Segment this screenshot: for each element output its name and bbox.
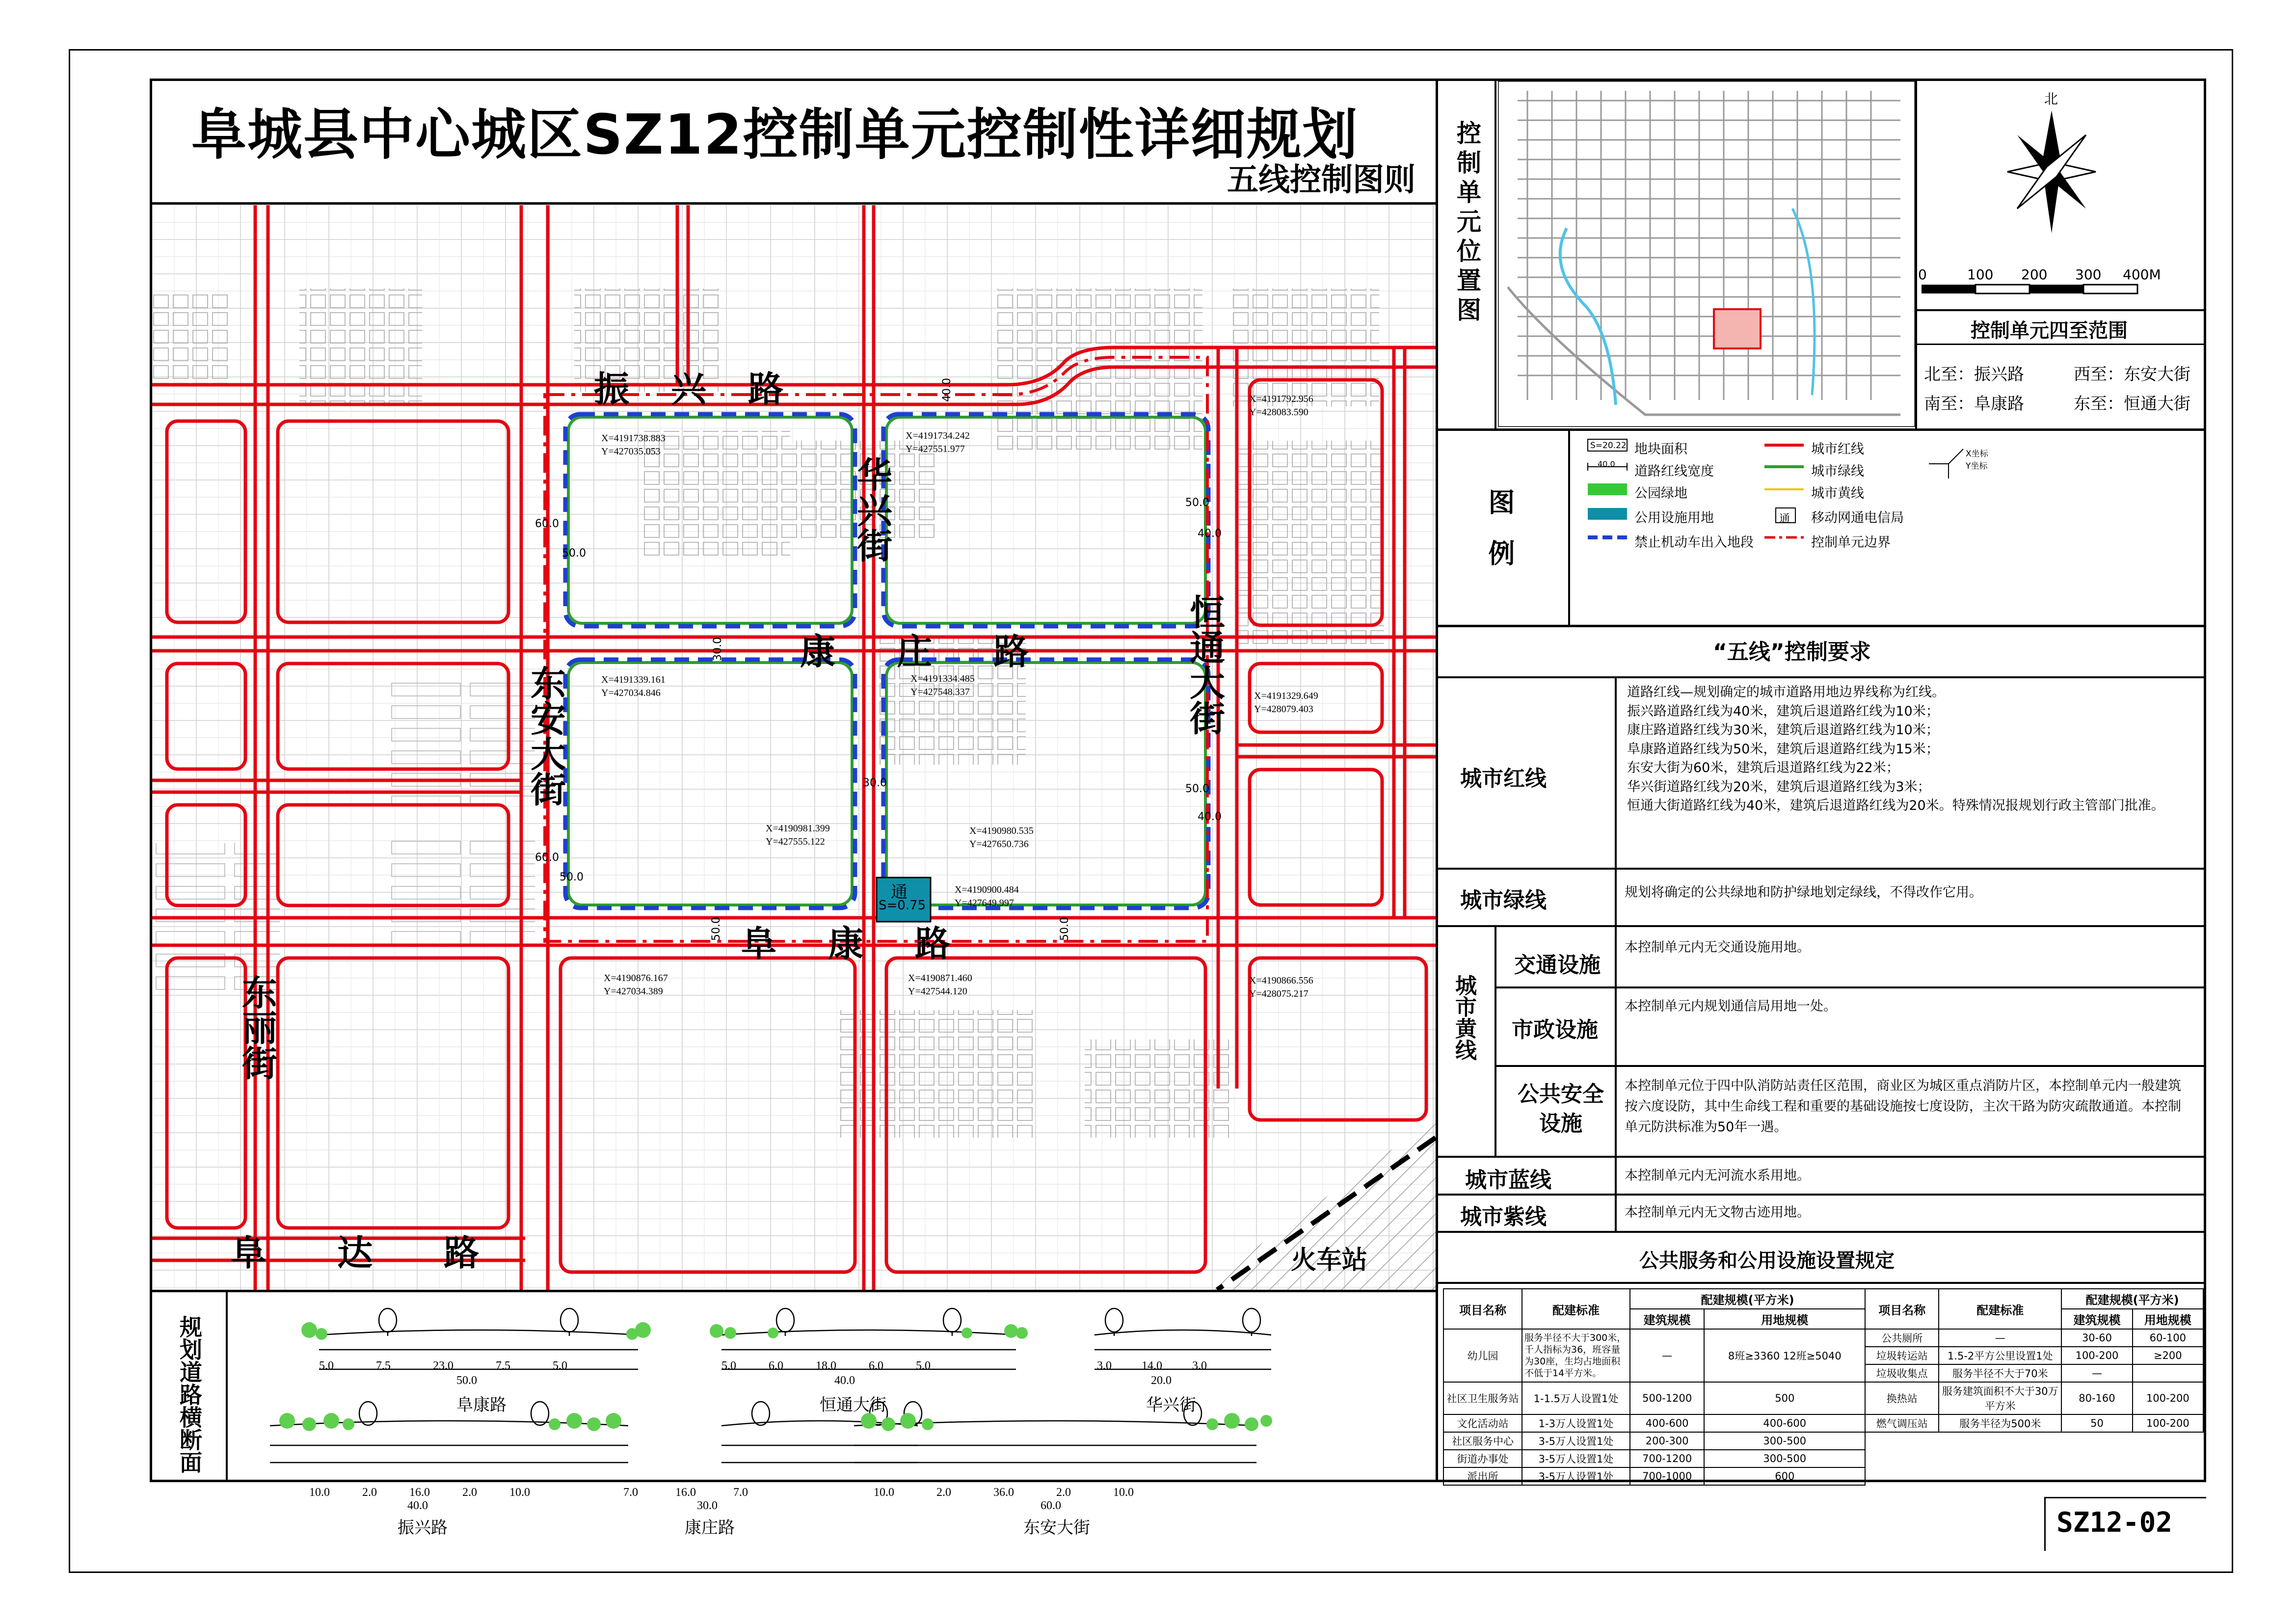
legend-xy-x: X坐标 xyxy=(1966,449,1988,459)
coordinate-label: X=4191334.485 Y=427548.337 xyxy=(910,673,975,697)
coordinate-label: X=4191738.883 Y=427035.053 xyxy=(601,433,666,457)
table-header: 用地规模 xyxy=(2133,1309,2203,1329)
control-unit-marker xyxy=(1714,309,1761,348)
page-subtitle: 五线控制图则 xyxy=(1227,162,1415,198)
legend-sample-area: S=20.22 xyxy=(1590,441,1627,451)
legend-label: 公用设施用地 xyxy=(1634,510,1714,526)
req-divider xyxy=(1436,1156,2206,1158)
table-row: 垃圾转运站 1.5-2平方公里设置1处 100-200 ≥200 xyxy=(1443,1347,2203,1364)
req-text-purple: 本控制单元内无文物古迹用地。 xyxy=(1625,1205,1810,1220)
section-name: 康庄路 xyxy=(685,1519,735,1537)
requirements-heading: “五线”控制要求 xyxy=(1713,639,1871,665)
coordinate-label: X=4190866.556 Y=428075.217 xyxy=(1249,975,1313,999)
page-title: 阜城县中心城区SZ12控制单元控制性详细规划 xyxy=(191,103,1359,167)
req-label-divider xyxy=(1615,676,1617,1231)
bounds-title-divider xyxy=(1915,344,2206,345)
width-label: 40.0 xyxy=(1198,811,1222,823)
req-label-yellow: 城市黄线 xyxy=(1451,974,1476,1061)
bounds-item: 西至：东安大街 xyxy=(2074,365,2190,384)
width-label: 60.0 xyxy=(535,852,559,864)
coordinate-label: X=4191734.242 Y=427551.977 xyxy=(906,430,970,454)
coordinate-label: X=4191329.649 Y=428079.403 xyxy=(1254,691,1318,715)
legend-heading-divider xyxy=(1568,431,1570,625)
sections-heading-divider xyxy=(226,1292,228,1480)
req-divider xyxy=(1436,1282,2206,1284)
req-label-green: 城市绿线 xyxy=(1460,888,1547,913)
width-label: 30.0 xyxy=(711,637,724,661)
facilities-heading: 公共服务和公用设施设置规定 xyxy=(1639,1250,1895,1272)
width-label: 50.0 xyxy=(560,871,584,883)
legend-heading: 图例 xyxy=(1484,488,1515,590)
legend-label: 城市黄线 xyxy=(1811,486,1864,501)
sections-heading: 规划道路横断面 xyxy=(176,1315,203,1473)
req-label-municipal: 市政设施 xyxy=(1512,1017,1598,1042)
coordinate-label: X=4190980.535 Y=427650.736 xyxy=(969,825,1034,850)
location-heading-divider xyxy=(1495,79,1496,429)
width-label: 50.0 xyxy=(1185,783,1209,795)
road-label-hengtong: 恒通大街 xyxy=(1184,594,1225,735)
table-row: 街道办事处 3-5万人设置1处 700-1200 300-500 xyxy=(1443,1450,2203,1467)
road-label-huaxing: 华兴街 xyxy=(851,456,892,562)
req-text-green: 规划将确定的公共绿地和防护绿地划定绿线，不得改作它用。 xyxy=(1625,885,1982,900)
road-label-dongan: 东安大街 xyxy=(525,665,566,806)
drawing-number-box xyxy=(2044,1497,2206,1498)
table-row: 派出所 3-5万人设置1处 700-1000 600 xyxy=(1443,1467,2203,1485)
panel-divider xyxy=(1436,79,1438,1482)
facility-area: S=0.75 xyxy=(879,898,926,913)
width-label: 30.0 xyxy=(863,777,887,789)
width-label: 40.0 xyxy=(1198,528,1222,540)
bounds-left-divider xyxy=(1915,81,1917,429)
req-divider xyxy=(1436,676,2206,678)
section-dims: 5.0 7.5 23.0 7.5 5.0 xyxy=(319,1359,567,1372)
coordinate-label: X=4190871.460 Y=427544.120 xyxy=(908,973,972,997)
req-text-traffic: 本控制单元内无交通设施用地。 xyxy=(1625,940,1810,955)
coordinate-label: X=4191339.161 Y=427034.846 xyxy=(601,674,666,698)
width-label: 40.0 xyxy=(940,378,953,402)
req-divider xyxy=(1436,925,2206,927)
road-label-kangzhuang: 康 庄 路 xyxy=(800,631,1054,672)
coordinate-label: X=4190900.484 Y=427649.997 xyxy=(955,884,1019,908)
scale-label: 200 xyxy=(2021,266,2048,283)
section-name: 振兴路 xyxy=(398,1519,448,1537)
width-label: 50.0 xyxy=(1058,917,1071,941)
legend-row-divider xyxy=(1436,625,2206,627)
req-text-blue: 本控制单元内无河流水系用地。 xyxy=(1625,1168,1810,1183)
road-label-zhenxing: 振 兴 路 xyxy=(594,369,799,410)
shrub-icon xyxy=(279,1322,1272,1431)
building-block xyxy=(299,289,422,406)
legend-label: 城市红线 xyxy=(1811,442,1864,457)
sections-divider xyxy=(150,1290,1438,1292)
section-total: 60.0 xyxy=(1041,1499,1061,1512)
location-heading: 控制单元位置图 xyxy=(1453,120,1481,326)
table-header: 配建规模(平方米) xyxy=(2061,1289,2203,1309)
section-dims: 7.0 16.0 7.0 xyxy=(623,1486,748,1499)
section-total: 40.0 xyxy=(407,1499,428,1512)
bounds-item: 南至：阜康路 xyxy=(1924,394,2024,414)
bounds-title: 控制单元四至范围 xyxy=(1971,319,2128,342)
north-label: 北 xyxy=(2044,91,2058,107)
legend-sample-width: 40.0 xyxy=(1598,459,1615,469)
section-dims: 3.0 14.0 3.0 xyxy=(1097,1359,1207,1372)
req-divider xyxy=(1495,986,2206,988)
section-name: 阜康路 xyxy=(456,1396,507,1414)
section-name: 恒通大街 xyxy=(820,1396,886,1414)
legend-label: 道路红线宽度 xyxy=(1634,464,1714,479)
road-label-dongli: 东丽街 xyxy=(236,974,277,1080)
building-block xyxy=(1085,1039,1232,1138)
req-divider xyxy=(1436,868,2206,870)
table-header: 配建标准 xyxy=(1939,1289,2061,1329)
section-dims: 10.0 2.0 16.0 2.0 10.0 xyxy=(309,1486,530,1499)
drawing-number-box-side xyxy=(2044,1497,2046,1551)
req-divider xyxy=(1495,1065,2206,1067)
building-block xyxy=(1237,441,1384,647)
legend-label: 城市绿线 xyxy=(1811,464,1864,479)
building-block xyxy=(839,1010,1036,1138)
req-text-municipal: 本控制单元内规划通信局用地一处。 xyxy=(1625,999,1837,1014)
location-minimap xyxy=(1498,81,1915,427)
road-label-fukang: 阜 康 路 xyxy=(741,923,970,964)
req-label-traffic: 交通设施 xyxy=(1514,953,1601,978)
title-divider xyxy=(150,202,1438,205)
yellow-sub-divider xyxy=(1495,925,1496,1156)
table-row: 垃圾收集点 服务半径不大于70米 — xyxy=(1443,1364,2203,1382)
coordinate-label: X=4190876.167 Y=427034.389 xyxy=(604,973,668,997)
req-label-purple: 城市紫线 xyxy=(1460,1204,1547,1229)
table-header: 配建标准 xyxy=(1522,1289,1630,1329)
table-row: 文化活动站 1-3万人设置1处 400-600 400-600 燃气调压站 服务半径为500米 50 100-200 xyxy=(1443,1414,2203,1432)
building-block xyxy=(388,676,535,804)
table-header: 配建规模(平方米) xyxy=(1630,1289,1865,1309)
req-text-red: 道路红线—规划确定的城市道路用地边界线称为红线。 振兴路道路红线为40米，建筑后退道路红线为10米； 康庄路道路红线为30米，建筑后退道路红线为10米； 阜康路道路红线为50米，建筑后退道路红线为15米； 东安大街为60米，建筑后退道路红线为22米； 华兴街道路红线为20米，建筑后退道路红线为3米； 恒通大街道路红线为40米，建筑后退道路红线为20米。特殊情况报规划行政主管部门批准。 xyxy=(1627,685,2164,813)
location-row-divider xyxy=(1436,428,2206,431)
compass-icon xyxy=(1988,106,2115,238)
table-row: 幼儿园 服务半径不大于300米，千人指标为36，班容量为30座，生均占地面积不低于14平方米。 — 8班≥3360 12班≥5040 公共厕所 — 30-60 60-100 xyxy=(1443,1329,2203,1347)
road-label-fuda: 阜 达 路 xyxy=(231,1232,509,1274)
table-row: 社区卫生服务站 1-1.5万人设置1处 500-1200 500 换热站 服务建筑面积不大于30万平方米 80-160 100-200 xyxy=(1443,1382,2203,1414)
table-header: 项目名称 xyxy=(1865,1289,1939,1329)
req-divider xyxy=(1436,1194,2206,1196)
legend-sample-tong: 通 xyxy=(1779,513,1790,525)
coordinate-label: X=4190981.399 Y=427555.122 xyxy=(766,823,830,847)
req-label-blue: 城市蓝线 xyxy=(1465,1168,1551,1193)
section-total: 20.0 xyxy=(1151,1374,1172,1387)
section-name: 华兴街 xyxy=(1146,1396,1196,1414)
scale-bar xyxy=(1919,282,2194,297)
facilities-table xyxy=(1443,1288,2204,1486)
section-dims: 5.0 6.0 18.0 6.0 5.0 xyxy=(721,1359,931,1372)
legend-label: 控制单元边界 xyxy=(1811,535,1891,550)
legend-label: 禁止机动车出入地段 xyxy=(1634,535,1754,550)
legend-label: 公园绿地 xyxy=(1634,486,1687,501)
bounds-item: 东至：恒通大街 xyxy=(2074,394,2190,414)
legend-xy-y: Y坐标 xyxy=(1966,461,1988,471)
table-row: 社区服务中心 3-5万人设置1处 200-300 300-500 xyxy=(1443,1432,2203,1450)
table-header: 建筑规模 xyxy=(1630,1309,1704,1329)
scale-label: 0 xyxy=(1918,266,1927,283)
coordinate-label: X=4191792.956 Y=428083.590 xyxy=(1249,394,1313,418)
building-block xyxy=(388,833,535,946)
scale-label: 300 xyxy=(2075,266,2102,283)
section-total: 50.0 xyxy=(456,1374,477,1387)
table-header: 用地规模 xyxy=(1704,1309,1865,1329)
bounds-frame xyxy=(1915,309,2206,311)
road-sections xyxy=(231,1296,1428,1477)
section-name: 东安大街 xyxy=(1023,1519,1090,1537)
scale-label: 100 xyxy=(1967,266,1994,283)
building-block xyxy=(152,293,231,387)
scale-label: 400M xyxy=(2123,266,2161,283)
width-label: 50.0 xyxy=(710,917,722,941)
req-label-red: 城市红线 xyxy=(1460,766,1547,791)
width-label: 50.0 xyxy=(1185,497,1209,509)
req-label-safety: 公共安全设施 xyxy=(1518,1082,1604,1136)
table-header: 建筑规模 xyxy=(2061,1309,2132,1329)
table-header: 项目名称 xyxy=(1443,1289,1522,1329)
facility-label: 通 xyxy=(891,882,908,902)
bounds-item: 北至：振兴路 xyxy=(1924,365,2024,384)
drawing-number: SZ12-02 xyxy=(2056,1507,2173,1539)
legend-label: 移动网通电信局 xyxy=(1811,510,1904,526)
section-dims: 10.0 2.0 36.0 2.0 10.0 xyxy=(874,1486,1134,1499)
section-total: 40.0 xyxy=(834,1374,855,1387)
width-label: 60.0 xyxy=(535,518,559,530)
section-total: 30.0 xyxy=(697,1499,718,1512)
req-text-safety: 本控制单元位于四中队消防站责任区范围，商业区为城区重点消防片区，本控制单元内一般建筑按六度设防，其中生命线工程和重要的基础设施按七度设防，主次干路为防灾疏散通道。本控制单元防洪标准为50年一遇。 xyxy=(1625,1078,2181,1135)
railway-station-label: 火车站 xyxy=(1291,1246,1368,1275)
width-label: 50.0 xyxy=(562,547,586,559)
legend-label: 地块面积 xyxy=(1634,442,1687,457)
req-divider xyxy=(1436,1231,2206,1233)
